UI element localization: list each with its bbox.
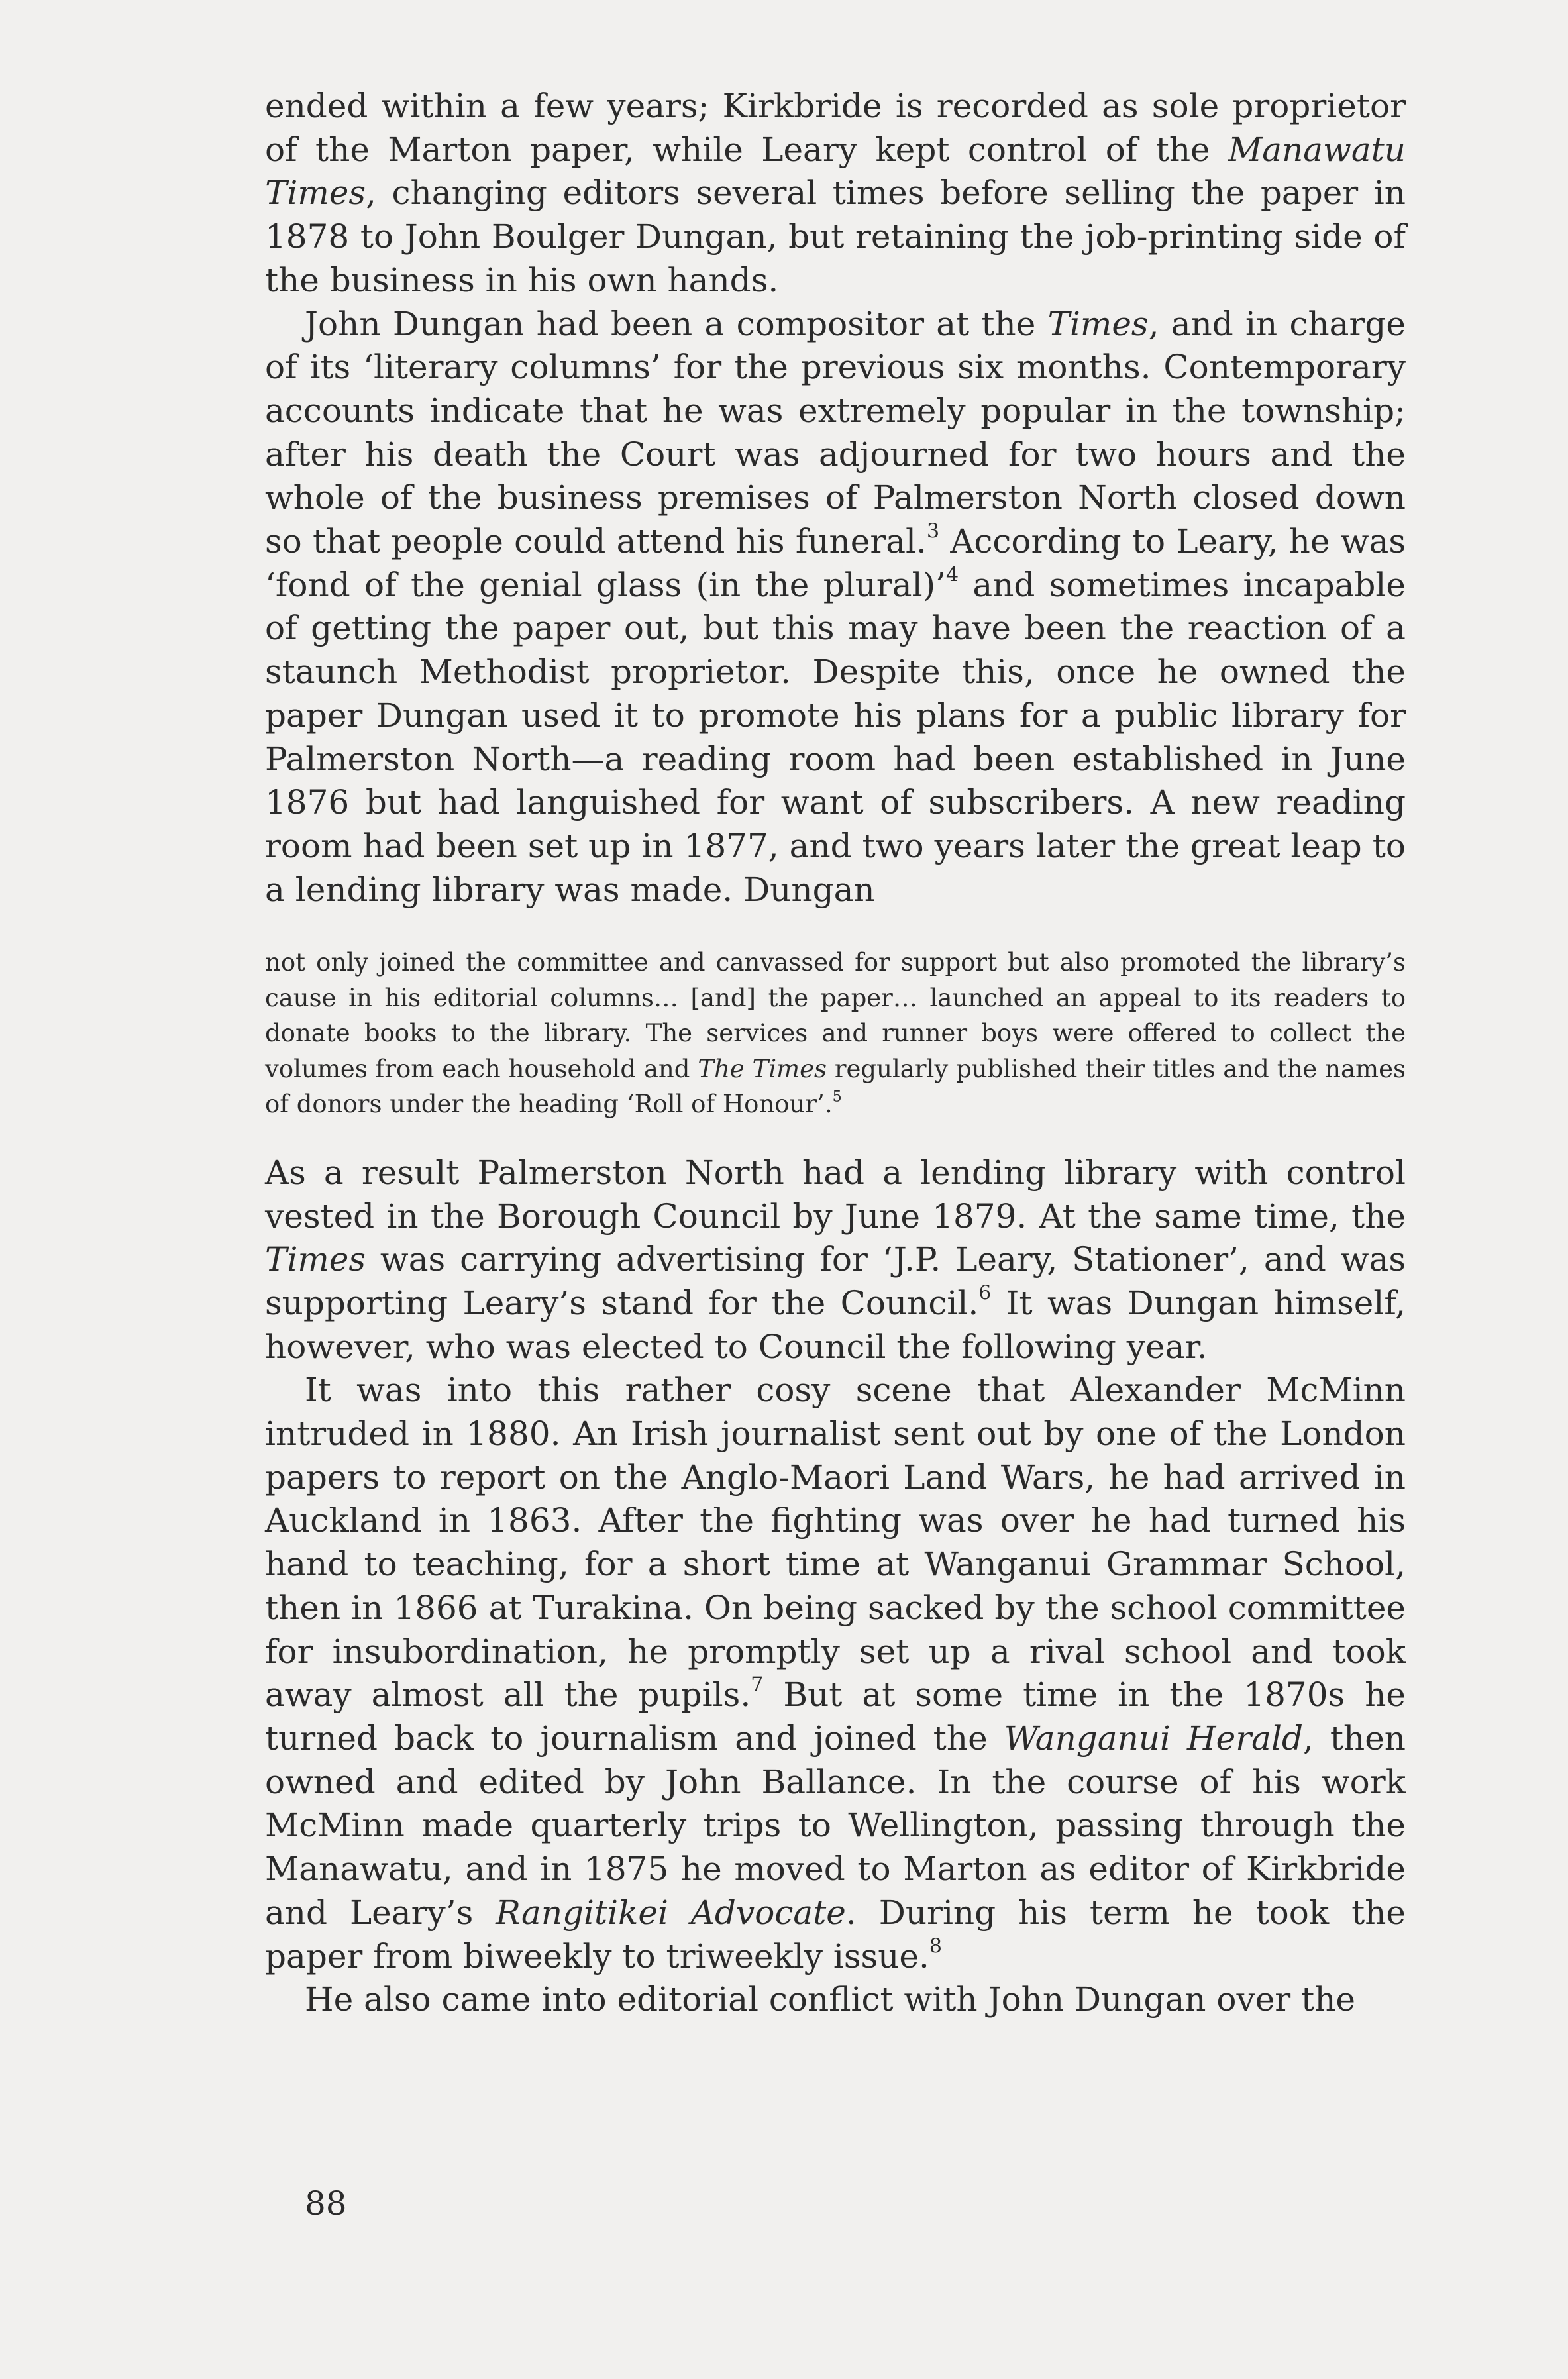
page-number: 88 <box>305 2184 347 2223</box>
quote-text: regularly published their titles and the names of donors under the heading ‘Roll of Honour’. <box>265 1054 1406 1119</box>
newspaper-title: Times <box>265 1240 366 1279</box>
newspaper-title: Rangitikei Advocate <box>496 1893 846 1932</box>
page-body <box>265 85 1406 2022</box>
paragraph-text: , changing editors several times before selling the paper in 1878 to John Boulger Dungan, but retaining the job-printing side of the business in his own hands. <box>265 174 1406 299</box>
paragraph-2 <box>265 303 1406 912</box>
paragraph-text: But at some time in the 1870s he turned back to journalism and joined the <box>265 1675 1406 1758</box>
paragraph-3 <box>265 1151 1406 1369</box>
newspaper-title: Wanganui Herald <box>1004 1719 1303 1758</box>
footnote-ref-7: 7 <box>751 1673 764 1697</box>
block-quote <box>265 945 1406 1122</box>
paragraph-4 <box>265 1369 1406 1978</box>
paragraph-text: According to Leary, he was ‘fond of the genial glass (in the plural)’ <box>265 522 1406 604</box>
footnote-ref-5: 5 <box>832 1088 842 1106</box>
quote-text: not only joined the committee and canvassed for support but also promoted the library’s cause in his editorial columns… [and] the paper… launched an appeal to its readers to donate books to the library. The services and runner boys were offered to collect the volumes from each household and <box>265 948 1406 1083</box>
paragraph-text: was carrying advertising for ‘J.P. Leary, Stationer’, and was supporting Leary’s stand for the Council. <box>265 1240 1406 1322</box>
paragraph-text: As a result Palmerston North had a lending library with control vested in the Borough Council by June 1879. At the same time, the <box>265 1153 1406 1236</box>
footnote-ref-6: 6 <box>978 1281 992 1305</box>
footnote-ref-8: 8 <box>929 1934 942 1958</box>
paragraph-text: and sometimes incapable of getting the paper out, but this may have been the reaction of a staunch Methodist proprietor. Despite this, once he owned the paper Dungan used it to promote his plans for a public library for Palmerston North—a reading room had been established in June 1876 but had languished for want of subscribers. A new reading room had been set up in 1877, and two years later the great leap to a lending library was made. Dungan <box>265 565 1406 909</box>
paragraph-text: It was Dungan himself, however, who was elected to Council the following year. <box>265 1283 1406 1366</box>
footnote-ref-4: 4 <box>946 563 959 587</box>
footnote-ref-3: 3 <box>926 519 940 543</box>
paragraph-text: . During his term he took the paper from biweekly to triweekly issue. <box>265 1893 1406 1976</box>
paragraph-1 <box>265 85 1406 303</box>
paragraph-5 <box>265 1978 1406 2022</box>
paragraph-text: ended within a few years; Kirkbride is recorded as sole proprietor of the Marton paper, while Leary kept control of the <box>265 87 1406 169</box>
newspaper-title: Manawatu Times <box>265 130 1406 213</box>
newspaper-title: Times <box>1047 304 1149 343</box>
paragraph-text: He also came into editorial conflict with John Dungan over the <box>305 1980 1355 2019</box>
paragraph-text: , then owned and edited by John Ballance. In the course of his work McMinn made quarterly trips to Wellington, passing through the Manawatu, and in 1875 he moved to Marton as editor of Kirkbride and Leary’s <box>265 1719 1406 1932</box>
paragraph-text: , and in charge of its ‘literary columns’ for the previous six months. Contemporary accounts indicate that he was extremely popular in the township; after his death the Court was adjourned for two hours and the whole of the business premises of Palmerston North closed down so that people could attend his funeral. <box>265 304 1406 561</box>
paragraph-text: It was into this rather cosy scene that Alexander McMinn intruded in 1880. An Irish journalist sent out by one of the London papers to report on the Anglo-Maori Land Wars, he had arrived in Auckland in 1863. After the fighting was over he had turned his hand to teaching, for a short time at Wanganui Grammar School, then in 1866 at Turakina. On being sacked by the school committee for insubordination, he promptly set up a rival school and took away almost all the pupils. <box>265 1371 1406 1715</box>
paragraph-text: John Dungan had been a compositor at the <box>305 304 1048 343</box>
newspaper-title: The Times <box>698 1054 827 1083</box>
